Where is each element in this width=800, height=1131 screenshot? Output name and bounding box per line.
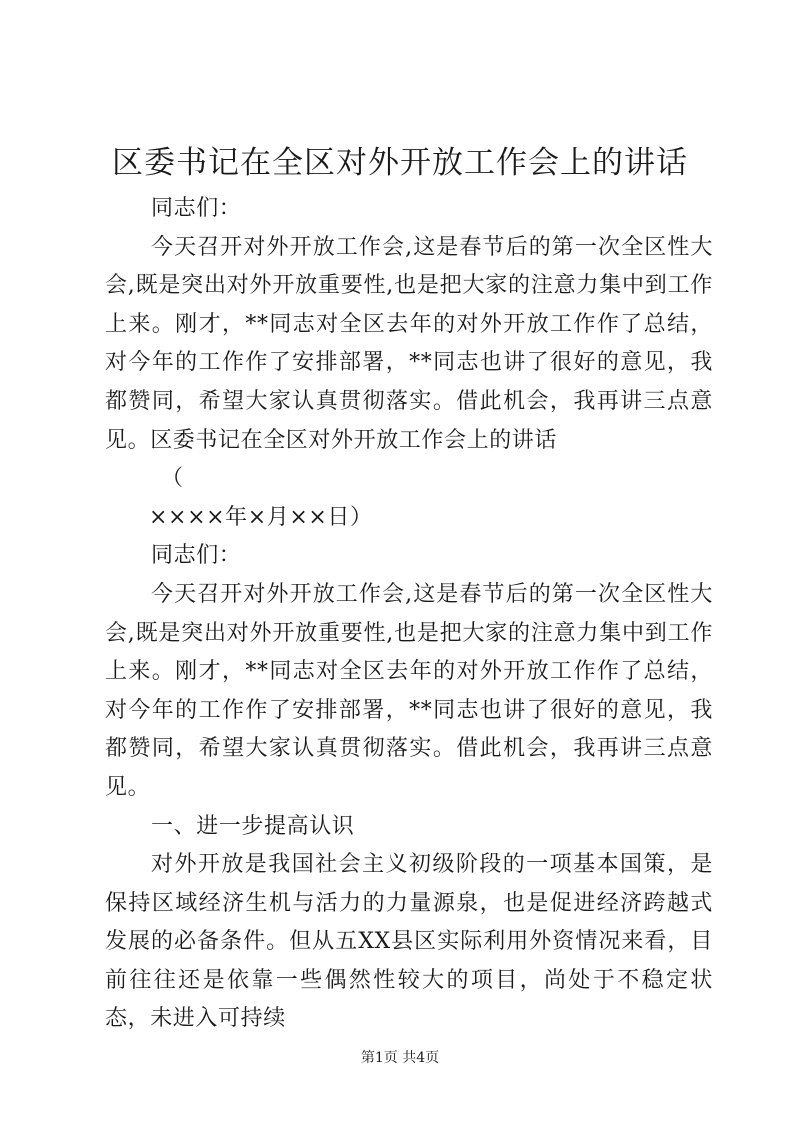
document-title: 区委书记在全区对外开放工作会上的讲话 [112, 145, 688, 181]
salutation: 同志们： [151, 543, 242, 569]
salutation: 同志们： [151, 196, 242, 221]
body-paragraph: 今天召开对外开放工作会,这是春节后的第一次全区性大会,既是突出对外开放重要性,也是把大家的注意力集中到工作上来。刚才，**同志对全区去年的对外开放工作作了总结，对今年的工作作了安排部署，**同志也讲了很好的意见，我都赞同，希望大家认真贯彻落实。借此机会，我再讲三点意见。 [105, 581, 713, 800]
date-open-paren: （ [161, 466, 184, 492]
date-line: ××××年×月××日） [149, 504, 373, 530]
body-paragraph: 对外开放是我国社会主义初级阶段的一项基本国策，是保持区域经济生机与活力的力量源泉，也是促进经济跨越式发展的必备条件。但从五XX县区实际利用外资情况来看，目前往往还是依靠一些偶然性较大的项目，尚处于不稳定状态，未进入可持续 [105, 852, 713, 1032]
document-body [105, 190, 713, 1039]
section-heading: 一、进一步提高认识 [151, 813, 355, 839]
page-number-footer: 第1页 共4页 [360, 1050, 440, 1066]
body-paragraph: 今天召开对外开放工作会,这是春节后的第一次全区性大会,既是突出对外开放重要性,也是把大家的注意力集中到工作上来。刚才，**同志对全区去年的对外开放工作作了总结，对今年的工作作了安排部署，**同志也讲了很好的意见，我都赞同，希望大家认真贯彻落实。借此机会，我再讲三点意见。区委书记在全区对外开放工作会上的讲话 [105, 234, 713, 453]
